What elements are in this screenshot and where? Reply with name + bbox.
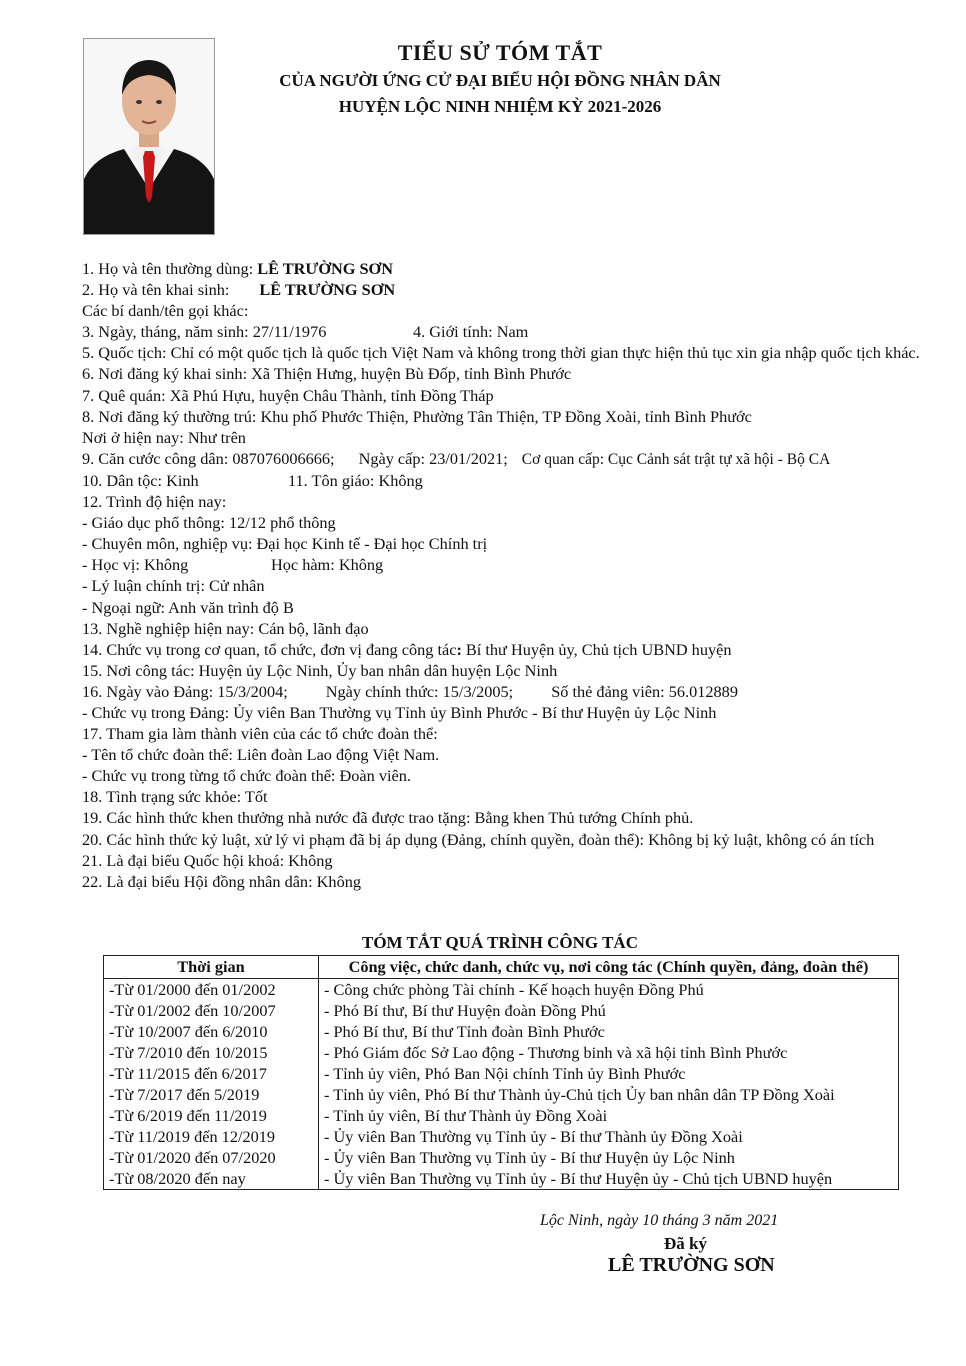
career-table-body xyxy=(104,979,899,1190)
birth-name: LÊ TRƯỜNG SƠN xyxy=(259,280,396,300)
column-header-time: Thời gian xyxy=(104,956,319,979)
item-2: 2. Họ và tên khai sinh: LÊ TRƯỜNG SƠN xyxy=(82,280,396,300)
item-13: 13. Nghề nghiệp hiện nay: Cán bộ, lãnh đạo xyxy=(82,618,369,638)
cell-time: -Từ 6/2019 đến 11/2019 xyxy=(104,1105,319,1126)
item-8: 8. Nơi đăng ký thường trú: Khu phố Phước Thiện, Phường Tân Thiện, TP Đồng Xoài, tỉnh Bình Phước xyxy=(82,406,752,426)
cell-work: - Tỉnh ủy viên, Phó Bí thư Thành ủy-Chủ tịch Ủy ban nhân dân TP Đồng Xoài xyxy=(319,1084,899,1105)
item-21: 21. Là đại biểu Quốc hội khoá: Không xyxy=(82,850,333,870)
cell-work: - Tỉnh ủy viên, Bí thư Thành ủy Đồng Xoài xyxy=(319,1105,899,1126)
cell-time: -Từ 7/2017 đến 5/2019 xyxy=(104,1084,319,1105)
item-19: 19. Các hình thức khen thưởng nhà nước đã được trao tặng: Bằng khen Thủ tướng Chính phủ. xyxy=(82,808,694,828)
cell-time: -Từ 01/2002 đến 10/2007 xyxy=(104,1000,319,1021)
career-table xyxy=(103,955,899,1190)
table-row xyxy=(104,1021,899,1042)
item-5: 5. Quốc tịch: Chỉ có một quốc tịch là quốc tịch Việt Nam và không trong thời gian thực hiện thủ tục xin gia nhập quốc tịch khác. xyxy=(82,343,920,363)
table-row xyxy=(104,1000,899,1021)
portrait-photo xyxy=(83,38,215,235)
item-17-org: - Tên tổ chức đoàn thể: Liên đoàn Lao động Việt Nam. xyxy=(82,745,440,765)
item-3-4: 3. Ngày, tháng, năm sinh: 27/11/1976 4. Giới tính: Nam xyxy=(82,322,529,342)
table-row xyxy=(104,1084,899,1105)
signed-note: Đã ký xyxy=(664,1234,707,1253)
item-15: 15. Nơi công tác: Huyện ủy Lộc Ninh, Ủy ban nhân dân huyện Lộc Ninh xyxy=(82,660,558,680)
item-12-major: - Chuyên môn, nghiệp vụ: Đại học Kinh tế - Đại học Chính trị xyxy=(82,534,488,554)
item-18: 18. Tình trạng sức khỏe: Tốt xyxy=(82,787,268,807)
item-12-degree: - Học vị: Không Học hàm: Không xyxy=(82,555,384,575)
item-20: 20. Các hình thức kỷ luật, xử lý vi phạm đã bị áp dụng (Đảng, chính quyền, đoàn thể): Không bị kỷ luật, không có án tích xyxy=(82,829,875,849)
table-row xyxy=(104,1105,899,1126)
common-name: LÊ TRƯỜNG SƠN xyxy=(257,259,393,278)
cell-work: - Phó Bí thư, Bí thư Tỉnh đoàn Bình Phước xyxy=(319,1021,899,1042)
column-header-work: Công việc, chức danh, chức vụ, nơi công tác (Chính quyền, đảng, đoàn thể) xyxy=(319,956,899,979)
item-6: 6. Nơi đăng ký khai sinh: Xã Thiện Hưng, huyện Bù Đốp, tỉnh Bình Phước xyxy=(82,364,572,384)
cell-time: -Từ 10/2007 đến 6/2010 xyxy=(104,1021,319,1042)
cell-work: - Ủy viên Ban Thường vụ Tỉnh ủy - Bí thư Huyện ủy - Chủ tịch UBND huyện xyxy=(319,1168,899,1190)
biography-body xyxy=(82,258,922,892)
career-section-title: TÓM TẮT QUÁ TRÌNH CÔNG TÁC xyxy=(362,933,638,952)
table-row xyxy=(104,979,899,1001)
item-7: 7. Quê quán: Xã Phú Hựu, huyện Châu Thành, tỉnh Đồng Tháp xyxy=(82,385,494,405)
cell-time: -Từ 01/2000 đến 01/2002 xyxy=(104,979,319,1001)
item-12-general: - Giáo dục phổ thông: 12/12 phổ thông xyxy=(82,513,336,533)
cell-time: -Từ 11/2019 đến 12/2019 xyxy=(104,1126,319,1147)
cell-time: -Từ 11/2015 đến 6/2017 xyxy=(104,1063,319,1084)
item-17: 17. Tham gia làm thành viên của các tổ chức đoàn thể: xyxy=(82,724,438,744)
table-row xyxy=(104,1126,899,1147)
item-12-political: - Lý luận chính trị: Cử nhân xyxy=(82,576,265,596)
document-term: HUYỆN LỘC NINH NHIỆM KỲ 2021-2026 xyxy=(338,97,662,116)
cell-time: -Từ 7/2010 đến 10/2015 xyxy=(104,1042,319,1063)
career-table-header xyxy=(104,956,899,979)
document-subtitle: CỦA NGƯỜI ỨNG CỬ ĐẠI BIỂU HỘI ĐỒNG NHÂN DÂN xyxy=(279,71,721,90)
place-date: Lộc Ninh, ngày 10 tháng 3 năm 2021 xyxy=(540,1212,779,1229)
item-16-position: - Chức vụ trong Đảng: Ủy viên Ban Thường vụ Tỉnh ủy Bình Phước - Bí thư Huyện ủy Lộc Ninh xyxy=(82,702,717,722)
item-1: 1. Họ và tên thường dùng: LÊ TRƯỜNG SƠN xyxy=(82,259,393,278)
item-17-role: - Chức vụ trong từng tổ chức đoàn thể: Đoàn viên. xyxy=(82,766,411,786)
aliases: Các bí danh/tên gọi khác: xyxy=(82,301,249,321)
table-row xyxy=(104,1042,899,1063)
cell-work: - Tỉnh ủy viên, Phó Ban Nội chính Tỉnh ủy Bình Phước xyxy=(319,1063,899,1084)
signer-name: LÊ TRƯỜNG SƠN xyxy=(608,1254,775,1276)
table-row xyxy=(104,1063,899,1084)
item-22: 22. Là đại biểu Hội đồng nhân dân: Không xyxy=(82,871,361,891)
current-residence: Nơi ở hiện nay: Như trên xyxy=(82,427,246,447)
item-14: 14. Chức vụ trong cơ quan, tổ chức, đơn vị đang công tác: Bí thư Huyện ủy, Chủ tịch UBND huyện xyxy=(82,639,732,659)
item-16: 16. Ngày vào Đảng: 15/3/2004; Ngày chính thức: 15/3/2005; Số thẻ đảng viên: 56.012889 xyxy=(82,681,738,701)
item-12: 12. Trình độ hiện nay: xyxy=(82,492,227,512)
cell-work: - Phó Bí thư, Bí thư Huyện đoàn Đồng Phú xyxy=(319,1000,899,1021)
cell-time: -Từ 01/2020 đến 07/2020 xyxy=(104,1147,319,1168)
cell-work: - Công chức phòng Tài chính - Kế hoạch huyện Đồng Phú xyxy=(319,979,899,1001)
cell-time: -Từ 08/2020 đến nay xyxy=(104,1168,319,1190)
item-10-11: 10. Dân tộc: Kinh 11. Tôn giáo: Không xyxy=(82,470,423,490)
table-row xyxy=(104,1168,899,1190)
table-row xyxy=(104,1147,899,1168)
cell-work: - Phó Giám đốc Sở Lao động - Thương binh và xã hội tỉnh Bình Phước xyxy=(319,1042,899,1063)
item-12-language: - Ngoại ngữ: Anh văn trình độ B xyxy=(82,597,294,617)
item-9: 9. Căn cước công dân: 087076006666; Ngày cấp: 23/01/2021; Cơ quan cấp: Cục Cảnh sát trật tự xã hội - Bộ CA xyxy=(82,448,831,468)
cell-work: - Ủy viên Ban Thường vụ Tỉnh ủy - Bí thư Thành ủy Đồng Xoài xyxy=(319,1126,899,1147)
cell-work: - Ủy viên Ban Thường vụ Tỉnh ủy - Bí thư Huyện ủy Lộc Ninh xyxy=(319,1147,899,1168)
document-title: TIỂU SỬ TÓM TẮT xyxy=(397,40,603,65)
